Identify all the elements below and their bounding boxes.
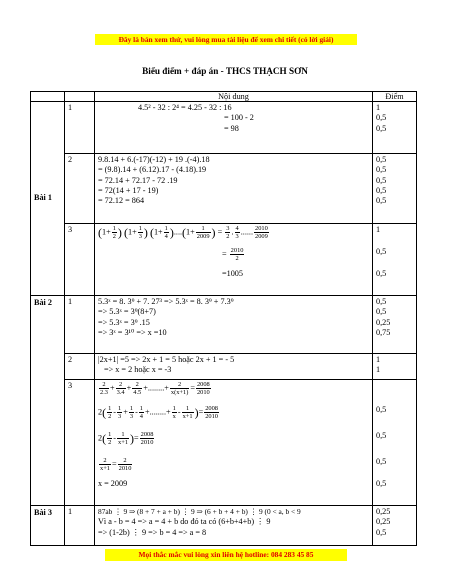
score-value: 0,25 [376,507,391,516]
score-value: 0,5 [376,297,387,306]
section-label: Bài 1 [31,102,65,296]
item-score [373,506,417,546]
content-line: => 3ˣ = 3¹⁰ => x =10 [98,327,167,337]
item-content [95,506,373,546]
score-value: 1 [376,225,381,234]
score-value: 1 [376,103,381,112]
item-score [373,354,417,380]
score-value: 0,5 [376,431,387,440]
table-row [31,354,417,380]
content-line: 87ab ⋮ 9 ⇒ (8 + 7 + a + b) ⋮ 9 ⇒ (6 + b + 4 + b) ⋮ 9 (0 < a, b < 9 [98,507,301,516]
item-number: 3 [65,224,95,296]
fraction-denominator: 2009 [196,233,210,240]
document-title: Biểu điểm + đáp án - THCS THẠCH SƠN [142,66,308,76]
content-line: = 72(14 + 17 - 19) [98,185,159,195]
score-value: 0,5 [376,457,387,466]
score-value: 0,5 [376,185,387,195]
item-number: 2 [65,354,95,380]
item-number: 3 [65,380,95,506]
item-content [95,224,373,296]
content-line: = 100 - 2 [224,113,254,123]
product-expression: (1+ $\frac{1}{2}$ ) (1+ $\frac{1}{3}$ ) (1+ $\frac{1}{4}$ )....(1+ $\frac{1}{2009}$ ) = $\frac{3}{2}$ . $\frac{4}{3}$ ...... $\frac{2010}{2009}$ [98,225,268,240]
table-header-row [31,92,417,102]
content-line: Vì a - b = 4 => a = 4 + b do đó ta có (6+b+4+b) ⋮ 9 [98,517,271,527]
table-row [31,154,417,224]
item-number: 2 [65,154,95,224]
fraction-numerator: 2010 [230,247,244,254]
score-value: 0,5 [376,123,387,133]
item-score [373,380,417,506]
content-line: = 98 [224,123,239,133]
table-row [31,380,417,506]
section-label: Bài 2 [31,296,65,506]
content-line: => 5.3ˣ = 3⁹ .15 [98,317,150,327]
score-value: 0,5 [376,247,387,256]
header-blank [31,92,65,102]
header-score: Điểm [373,92,417,102]
score-value: 0,5 [376,165,387,175]
item-content [95,296,373,354]
item-content [95,102,373,154]
score-value: 0,25 [376,317,391,327]
content-line: 5.3ˣ = 8. 3⁹ + 7. 27³ => 5.3ˣ = 8. 3⁹ + 7.3⁹ [98,297,234,306]
score-value: 1 [376,365,381,375]
fraction-result: = $\frac{2010}{2}$ [222,247,244,262]
score-value: 0,5 [376,113,387,123]
item-content [95,154,373,224]
content-line: = 72.14 + 72.17 - 72 .19 [98,175,178,185]
answer-table [30,91,417,546]
content-line: 9.8.14 + 6.(-17)(-12) + 19 .(-4).18 [98,155,210,164]
content-line: => x = 2 hoặc x = -3 [104,365,172,375]
score-value: 0,25 [376,517,391,527]
item-score [373,102,417,154]
fraction-denominator: 2 [235,255,239,262]
header-content: Nội dung [95,92,373,102]
score-value: 0,75 [376,327,391,337]
content-line: = (9.8).14 + (6.12).17 - (4.18).19 [98,165,207,175]
score-value: 0,5 [376,155,387,164]
score-value: 0,5 [376,269,387,278]
item-content [95,354,373,380]
content-line: = 72.12 = 864 [98,196,145,206]
item-number: 1 [65,296,95,354]
content-line: |2x+1| =5 => 2x + 1 = 5 hoặc 2x + 1 = - 5 [98,355,235,364]
item-number: 1 [65,506,95,546]
score-value: 0,5 [376,527,387,537]
score-value: 0,5 [376,479,387,488]
sum-expression: $\frac{2}{2.3}$ + $\frac{2}{3.4}$ + $\frac{2}{4.5}$ +........+ $\frac{2}{x(x+1)}$ = $\frac{2008}{2010}$ [100,381,210,396]
content-line: 4.5² - 32 : 2⁴ = 4.25 - 32 : 16 [138,103,232,112]
content-line: => 5.3ˣ = 3⁹(8+7) [98,307,156,317]
sum-expression: 2( $\frac{1}{2}$ - $\frac{1}{3}$ + $\frac{1}{3}$ - $\frac{1}{4}$ +........+ $\frac{1}{x}$ - $\frac{1}{x+1}$ )= $\frac{2008}{2010}$ [98,405,218,420]
hotline-banner: Mọi thắc mắc vui lòng xin liên hệ hotline: 084 283 45 85 [105,549,347,561]
section-label: Bài 3 [31,506,65,546]
content-line: =1005 [222,269,243,278]
preview-banner: Đây là bản xem thử, vui lòng mua tài liệu để xem chi tiết (có lời giải) [95,34,357,45]
table-row [31,506,417,546]
score-value: 0,5 [376,307,387,317]
item-score [373,296,417,354]
score-value: 0,5 [376,405,387,414]
score-value: 0,5 [376,196,387,206]
item-score [373,224,417,296]
header-blank-2 [65,92,95,102]
item-number: 1 [65,102,95,154]
content-line: x = 2009 [98,479,128,488]
item-score [373,154,417,224]
fraction-numerator: 2010 [255,225,268,232]
item-content [95,380,373,506]
score-value: 1 [376,355,381,364]
sum-expression: $\frac{2}{x+1}$ = $\frac{2}{2010}$ [100,457,132,472]
sum-expression: 2( $\frac{1}{2}$ - $\frac{1}{x+1}$ )= $\frac{2008}{2010}$ [98,431,154,446]
table-row [31,102,417,154]
content-line: => (1-2b) ⋮ 9 => b = 4 => a = 8 [98,527,207,537]
score-value: 0,5 [376,175,387,185]
table-row [31,296,417,354]
table-row [31,224,417,296]
